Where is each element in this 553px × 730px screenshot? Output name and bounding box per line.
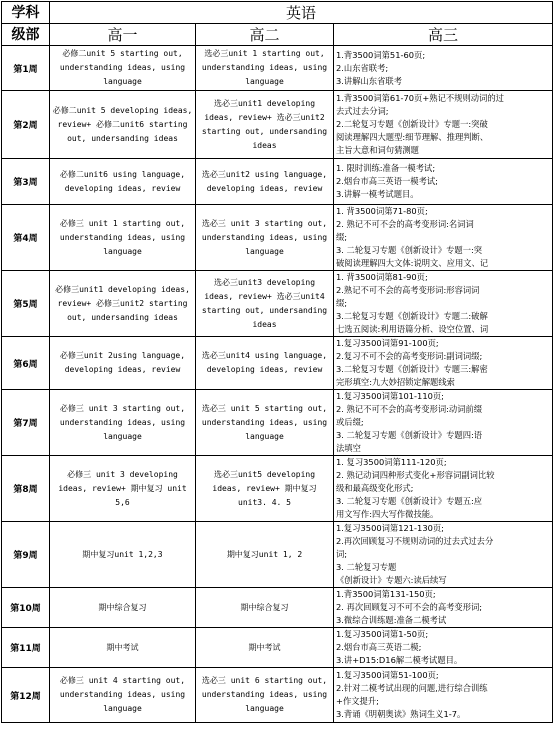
grade1-plan: 必修二unit 5 starting out, understanding ideas, using language xyxy=(50,46,196,91)
table-row xyxy=(2,205,553,271)
grade3-plan-line: 级和最高级变化形式; xyxy=(336,483,414,493)
grade3-plan-line: 或后缀; xyxy=(336,417,364,427)
grade1-plan: 必修三 unit 4 starting out, understanding ideas, using language xyxy=(50,668,196,723)
header-grade-3: 高三 xyxy=(334,24,553,46)
table-row xyxy=(2,159,553,205)
grade3-plan-line: 3.讲解一模考试题目。 xyxy=(336,189,419,199)
grade3-plan-line: +作文提升; xyxy=(336,696,379,706)
week-label: 第5周 xyxy=(2,271,50,337)
week-label: 第11周 xyxy=(2,628,50,668)
grade3-plan-line: 3. 二轮复习专题 xyxy=(336,562,397,572)
header-grade-2: 高二 xyxy=(196,24,334,46)
grade3-plan-line: 3.二轮复习专题《创新设计》专题二:破解 xyxy=(336,311,488,321)
week-label: 第2周 xyxy=(2,91,50,159)
grade1-plan: 必修三 unit 3 starting out, understanding ideas, using language xyxy=(50,390,196,456)
grade3-plan-line: 1.复习3500词第1-50页; xyxy=(336,629,429,639)
grade1-plan: 期中复习unit 1,2,3 xyxy=(50,522,196,588)
grade2-plan: 期中考试 xyxy=(196,628,334,668)
grade3-plan xyxy=(334,628,553,668)
header-grade-1: 高一 xyxy=(50,24,196,46)
grade2-plan: 选必三 unit 5 starting out, understanding ideas, using language xyxy=(196,390,334,456)
grade3-plan-line: 1. 复习3500词第111-120页; xyxy=(336,457,447,467)
header-subject: 英语 xyxy=(50,2,553,24)
grade2-plan: 期中综合复习 xyxy=(196,588,334,628)
week-label: 第8周 xyxy=(2,456,50,522)
grade3-plan-line: 1. 限时训练:准备一模考试; xyxy=(336,163,436,173)
grade3-plan xyxy=(334,390,553,456)
table-row xyxy=(2,390,553,456)
grade3-plan-line: 主旨大意和词句猜测题 xyxy=(336,145,419,155)
table-row xyxy=(2,91,553,159)
table-row xyxy=(2,628,553,668)
grade3-plan xyxy=(334,668,553,723)
grade3-plan-line: 阅读理解四大题型:细节理解、推理判断、 xyxy=(336,132,489,142)
grade3-plan-line: 3.讲+D15:D16解二模考试题目。 xyxy=(336,655,463,665)
grade3-plan-line: 2.针对二模考试出现的问题,进行综合训练 xyxy=(336,683,488,693)
week-label: 第1周 xyxy=(2,46,50,91)
grade3-plan-line: 缀; xyxy=(336,298,348,308)
table-row xyxy=(2,456,553,522)
grade3-plan-line: 1. 背3500词第71-80页; xyxy=(336,206,428,216)
week-label: 第4周 xyxy=(2,205,50,271)
grade1-plan: 必修二unit 5 developing ideas, review+ 必修二unit6 starting out, undersanding ideas xyxy=(50,91,196,159)
week-label: 第6周 xyxy=(2,337,50,390)
grade2-plan: 选必三unit4 using language, developing ideas, review xyxy=(196,337,334,390)
grade3-plan-line: 去式过去分词; xyxy=(336,106,389,116)
grade2-plan: 选必三unit2 using language, developing ideas, review xyxy=(196,159,334,205)
grade3-plan xyxy=(334,588,553,628)
grade3-plan-line: 破阅读理解四大文体:说明文、应用文、记 xyxy=(336,258,489,268)
grade3-plan-line: 1.复习3500词第121-130页; xyxy=(336,523,444,533)
table-row xyxy=(2,46,553,91)
grade3-plan-line: 2.烟台市高三英语一模考试; xyxy=(336,176,438,186)
grade3-plan-line: 3.微综合训练题:准备二模考试 xyxy=(336,615,447,625)
grade3-plan-line: 3.讲解山东省联考 xyxy=(336,75,402,86)
grade3-plan-line: 2.二轮复习专题《创新设计》专题一:突破 xyxy=(336,119,488,129)
grade1-plan: 必修三 unit 1 starting out, understanding ideas, using language xyxy=(50,205,196,271)
grade3-plan-line: 1.背3500词第131-150页; xyxy=(336,589,436,599)
grade1-plan: 期中综合复习 xyxy=(50,588,196,628)
grade3-plan-line: 3. 二轮复习专题《创新设计》专题五:应 xyxy=(336,496,483,506)
grade3-plan-line: 2.山东省联考; xyxy=(336,62,389,73)
grade3-plan-line: 3. 二轮复习专题《创新设计》专题四:语 xyxy=(336,430,483,440)
grade3-plan-line: 1.复习3500词第51-100页; xyxy=(336,670,439,680)
grade3-plan-line: 2. 熟记不可不会的高考变形词:名词词 xyxy=(336,219,474,229)
header-dept-label: 级部 xyxy=(2,24,50,46)
grade3-plan xyxy=(334,205,553,271)
grade3-plan-line: 七选五阅读:利用语篇分析、设空位置、词 xyxy=(336,324,489,334)
grade3-plan-line: 1.背3500词第51-60页; xyxy=(336,49,426,60)
grade1-plan: 必修三unit1 developing ideas, review+ 必修三unit2 starting out, undersanding ideas xyxy=(50,271,196,337)
grade2-plan: 选必三 unit 3 starting out, understanding ideas, using language xyxy=(196,205,334,271)
schedule-table xyxy=(1,1,553,723)
grade2-plan: 选必三unit 1 starting out, understanding ideas, using language xyxy=(196,46,334,91)
grade3-plan-line: 2. 熟记动词四种形式变化+形容词副词比较 xyxy=(336,470,495,480)
grade2-plan: 选必三unit1 developing ideas, review+ 选必三unit2 starting out, undersanding ideas xyxy=(196,91,334,159)
table-row xyxy=(2,668,553,723)
grade3-plan-line: 1.背3500词第61-70页+熟记不规则动词的过 xyxy=(336,93,504,103)
grade3-plan-line: 缀; xyxy=(336,232,348,242)
grade3-plan-line: 3.背诵《明朝奥读》熟词生义1-7。 xyxy=(336,709,466,719)
table-row xyxy=(2,588,553,628)
grade3-plan-line: 完形填空:九大妙招锁定解题线索 xyxy=(336,377,455,387)
grade3-plan-line: 《创新设计》专题六:读后续写 xyxy=(336,575,447,585)
table-row xyxy=(2,337,553,390)
table-row xyxy=(2,522,553,588)
grade1-plan: 必修三unit 2using language, developing ideas, review xyxy=(50,337,196,390)
grade3-plan-line: 法填空 xyxy=(336,443,361,453)
grade3-plan-line: 用文写作:四大写作微技能。 xyxy=(336,509,439,519)
grade3-plan xyxy=(334,91,553,159)
grade3-plan xyxy=(334,46,553,91)
grade2-plan: 选必三unit5 developing ideas, review+ 期中复习 unit3. 4. 5 xyxy=(196,456,334,522)
grade3-plan-line: 1.复习3500词第91-100页; xyxy=(336,338,439,348)
table-row xyxy=(2,271,553,337)
week-label: 第9周 xyxy=(2,522,50,588)
grade3-plan xyxy=(334,522,553,588)
grade3-plan-line: 1.复习3500词第101-110页; xyxy=(336,391,444,401)
grade1-plan: 必修二unit6 using language, developing ideas, review xyxy=(50,159,196,205)
grade3-plan-line: 3.二轮复习专题《创新设计》专题三:解密 xyxy=(336,364,488,374)
grade3-plan xyxy=(334,271,553,337)
grade3-plan-line: 词; xyxy=(336,549,348,559)
grade3-plan xyxy=(334,456,553,522)
week-label: 第7周 xyxy=(2,390,50,456)
week-label: 第12周 xyxy=(2,668,50,723)
grade3-plan-line: 2.熟记不可不会的高考变形词:形容词词 xyxy=(336,285,480,295)
grade3-plan-line: 2.再次回顾复习不规则动词的过去式过去分 xyxy=(336,536,494,546)
grade3-plan-line: 3. 二轮复习专题《创新设计》专题一:突 xyxy=(336,245,483,255)
grade1-plan: 必修三 unit 3 developing ideas, review+ 期中复习 unit 5,6 xyxy=(50,456,196,522)
grade3-plan-line: 2. 熟记不可不会的高考变形词:动词前缀 xyxy=(336,404,483,414)
grade2-plan: 选必三unit3 developing ideas, review+ 选必三unit4 starting out, undersanding ideas xyxy=(196,271,334,337)
grade1-plan: 期中考试 xyxy=(50,628,196,668)
header-subject-label: 学科 xyxy=(2,2,50,24)
grade3-plan-line: 2. 再次回顾复习不可不会的高考变形词; xyxy=(336,602,483,612)
grade3-plan xyxy=(334,337,553,390)
grade3-plan-line: 1. 背3500词第81-90页; xyxy=(336,272,428,282)
grade3-plan xyxy=(334,159,553,205)
week-label: 第10周 xyxy=(2,588,50,628)
grade2-plan: 期中复习unit 1, 2 xyxy=(196,522,334,588)
grade3-plan-line: 2.复习不可不会的高考变形词:副词词缀; xyxy=(336,351,483,361)
grade3-plan-line: 2.烟台市高三英语二模; xyxy=(336,642,422,652)
week-label: 第3周 xyxy=(2,159,50,205)
grade2-plan: 选必三 unit 6 starting out, understanding ideas, using language xyxy=(196,668,334,723)
